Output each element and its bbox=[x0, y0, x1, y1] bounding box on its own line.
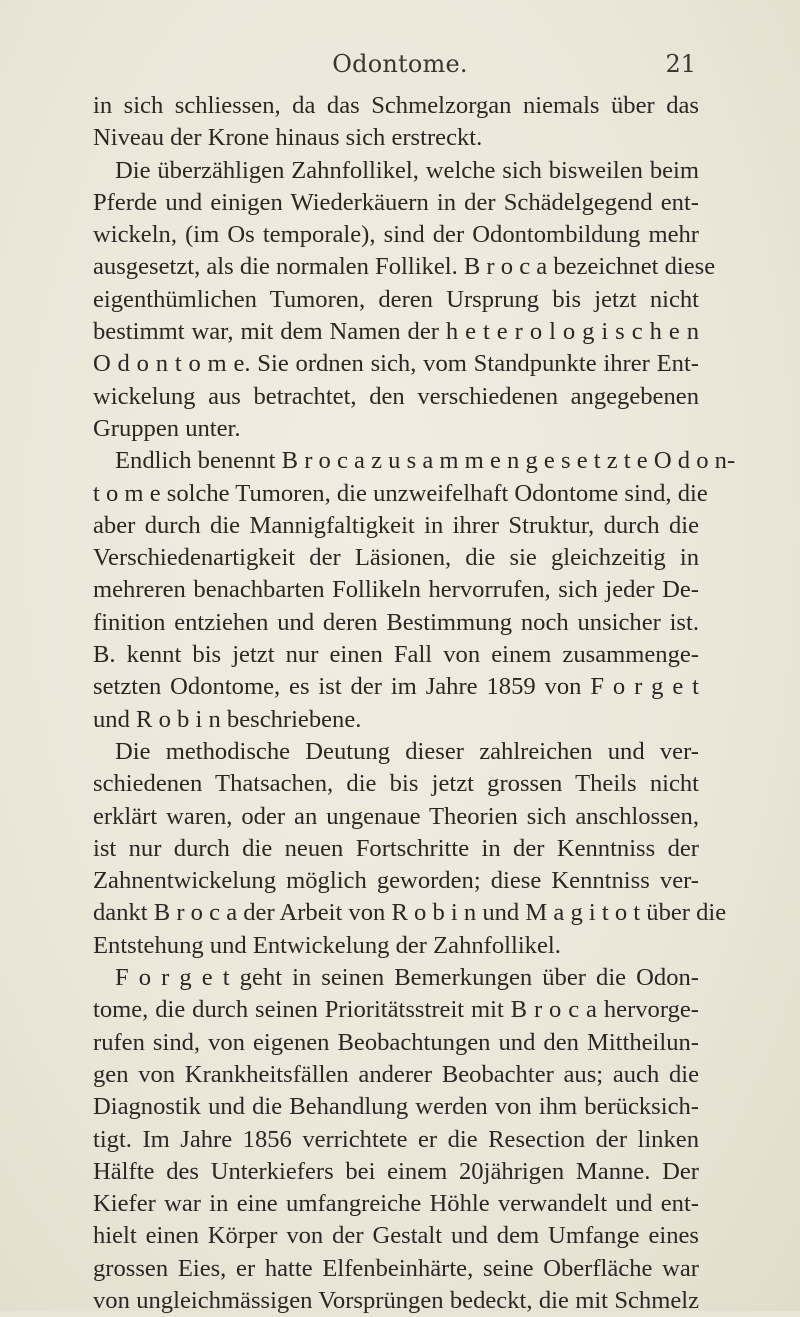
text-line: setzten Odontome, es ist der im Jahre 1859 von F o r g e t bbox=[93, 673, 699, 701]
text-line: tome, die durch seinen Prioritätsstreit mit B r o c a hervorge- bbox=[93, 996, 699, 1024]
text-line: tigt. Im Jahre 1856 verrichtete er die Resection der linken bbox=[93, 1125, 699, 1153]
text-line: Kiefer war in eine umfangreiche Höhle verwandelt und ent- bbox=[93, 1190, 699, 1218]
text-line: gen von Krankheitsfällen anderer Beobachter aus; auch die bbox=[93, 1060, 699, 1088]
text-line: F o r g e t geht in seinen Bemerkungen über die Odon- bbox=[115, 964, 699, 992]
text-line: aber durch die Mannigfaltigkeit in ihrer Struktur, durch die bbox=[93, 511, 699, 539]
text-line: finition entziehen und deren Bestimmung noch unsicher ist. bbox=[93, 608, 699, 636]
text-line: wickelung aus betrachtet, den verschiedenen angegebenen bbox=[93, 382, 699, 410]
running-title: Odontome. bbox=[332, 50, 468, 78]
text-line: dankt B r o c a der Arbeit von R o b i n und M a g i t o t über die bbox=[93, 899, 727, 927]
page-number: 21 bbox=[665, 50, 696, 78]
text-line: Hälfte des Unterkiefers bei einem 20jährigen Manne. Der bbox=[93, 1157, 699, 1185]
text-line: Die methodische Deutung dieser zahlreichen und ver- bbox=[115, 737, 699, 765]
text-line: Niveau der Krone hinaus sich erstreckt. bbox=[93, 124, 483, 152]
text-line: schiedenen Thatsachen, die bis jetzt grossen Theils nicht bbox=[93, 770, 699, 798]
text-line: O d o n t o m e. Sie ordnen sich, vom Standpunkte ihrer Ent- bbox=[93, 350, 699, 378]
text-line: t o m e solche Tumoren, die unzweifelhaft Odontome sind, die bbox=[93, 479, 708, 507]
running-header bbox=[0, 44, 800, 84]
text-line: bestimmt war, mit dem Namen der h e t e r o l o g i s c h e n bbox=[93, 318, 699, 346]
text-line: Entstehung und Entwickelung der Zahnfollikel. bbox=[93, 931, 561, 959]
text-line: Zahnentwickelung möglich geworden; diese Kenntniss ver- bbox=[93, 867, 699, 895]
text-line: hielt einen Körper von der Gestalt und dem Umfange eines bbox=[93, 1222, 699, 1250]
text-line: von ungleichmässigen Vorsprüngen bedeckt, die mit Schmelz bbox=[93, 1286, 699, 1314]
text-line: eigenthümlichen Tumoren, deren Ursprung bis jetzt nicht bbox=[93, 285, 699, 313]
text-line: grossen Eies, er hatte Elfenbeinhärte, seine Oberfläche war bbox=[93, 1254, 699, 1282]
text-line: Gruppen unter. bbox=[93, 414, 241, 442]
text-line: Die überzähligen Zahnfollikel, welche sich bisweilen beim bbox=[115, 156, 699, 184]
text-line: Pferde und einigen Wiederkäuern in der Schädelgegend ent- bbox=[93, 188, 699, 216]
text-line: rufen sind, von eigenen Beobachtungen und den Mittheilun- bbox=[93, 1028, 699, 1056]
text-line: Endlich benennt B r o c a z u s a m m e n g e s e t z t e O d o n- bbox=[115, 447, 736, 475]
text-line: in sich schliessen, da das Schmelzorgan niemals über das bbox=[93, 92, 699, 119]
text-line: B. kennt bis jetzt nur einen Fall von einem zusammenge- bbox=[93, 641, 699, 669]
text-line: ist nur durch die neuen Fortschritte in der Kenntniss der bbox=[93, 834, 699, 862]
text-line: ausgesetzt, als die normalen Follikel. B r o c a bezeichnet diese bbox=[93, 253, 716, 281]
text-line: wickeln, (im Os temporale), sind der Odontombildung mehr bbox=[93, 221, 699, 249]
text-line: Verschiedenartigkeit der Läsionen, die sie gleichzeitig in bbox=[93, 544, 699, 572]
text-line: erklärt waren, oder an ungenaue Theorien sich anschlossen, bbox=[93, 802, 699, 830]
body-text bbox=[93, 90, 736, 1317]
text-line: mehreren benachbarten Follikeln hervorrufen, sich jeder De- bbox=[93, 576, 699, 604]
text-line: und R o b i n beschriebene. bbox=[93, 705, 362, 733]
text-line: Diagnostik und die Behandlung werden von ihm berücksich- bbox=[93, 1093, 699, 1121]
